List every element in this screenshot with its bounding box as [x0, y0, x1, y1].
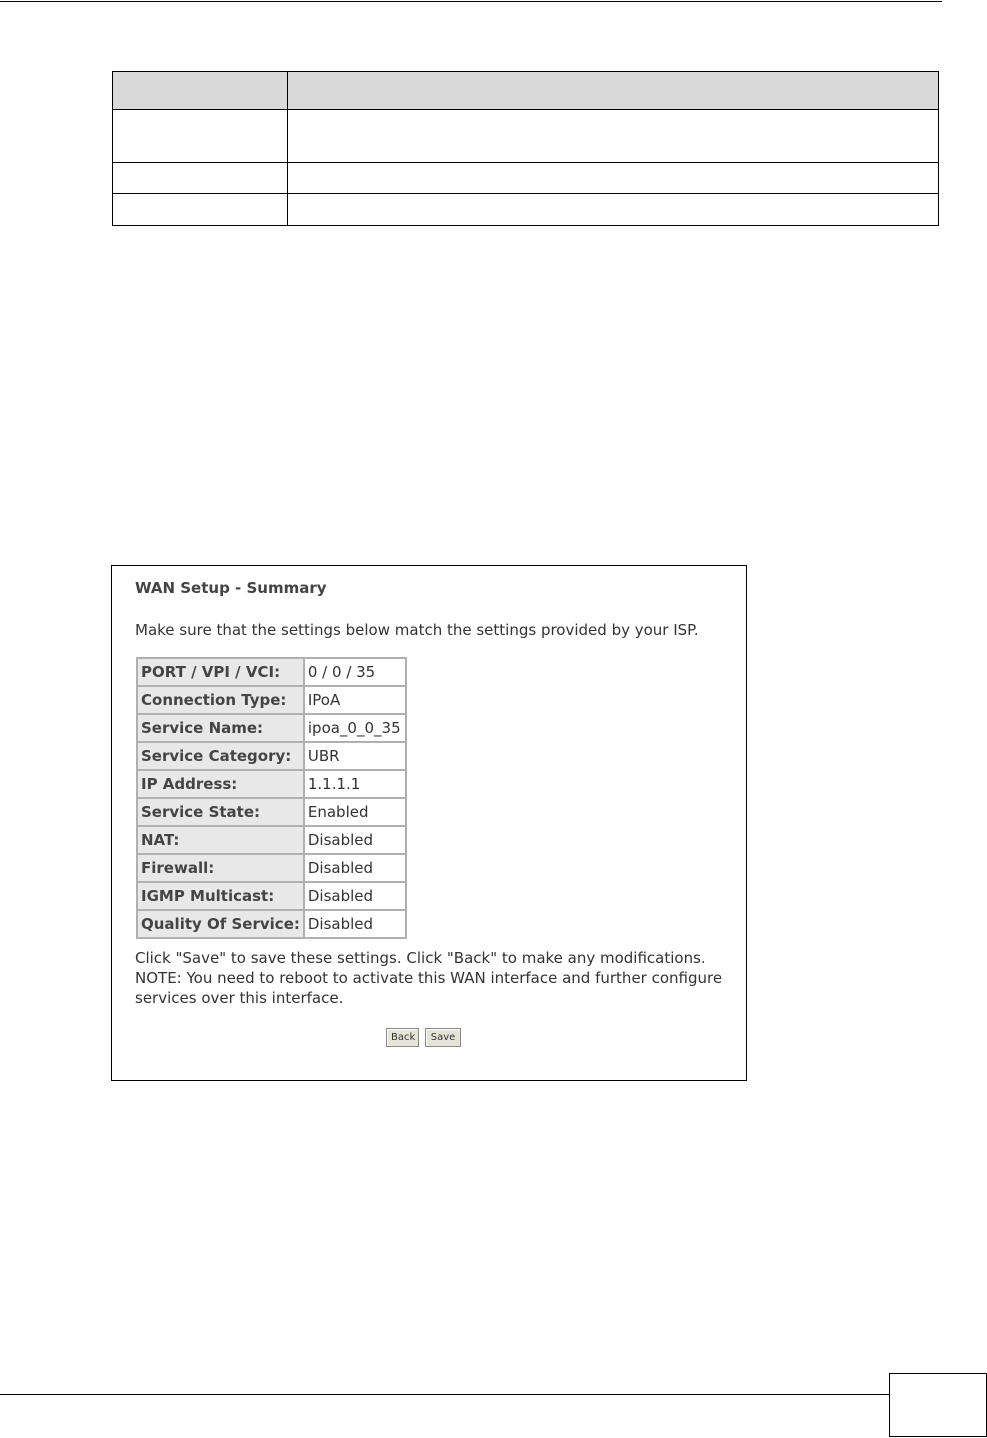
- table-row: [137, 854, 406, 882]
- summary-table: [136, 657, 407, 939]
- table-row: [113, 194, 939, 226]
- connection-type-value: IPoA: [304, 686, 406, 714]
- table-row: [137, 686, 406, 714]
- table-row: [137, 742, 406, 770]
- table-row: [137, 770, 406, 798]
- reference-table-header-cell-1: [113, 72, 288, 110]
- reboot-note: NOTE: You need to reboot to activate this WAN interface and further configure services over this interface.: [135, 969, 723, 1007]
- footer-rule: [0, 1394, 890, 1395]
- nat-value: Disabled: [304, 826, 406, 854]
- table-row: [137, 826, 406, 854]
- service-state-value: Enabled: [304, 798, 406, 826]
- header-rule: [0, 1, 942, 2]
- back-button[interactable]: Back: [386, 1028, 419, 1047]
- table-row: [137, 882, 406, 910]
- service-name-label: Service Name:: [137, 714, 304, 742]
- wan-setup-summary-panel: [111, 565, 747, 1081]
- quality-of-service-value: Disabled: [304, 910, 406, 938]
- port-vpi-vci-label: PORT / VPI / VCI:: [137, 658, 304, 686]
- reference-table-header: [113, 72, 939, 110]
- table-row: [137, 714, 406, 742]
- firewall-label: Firewall:: [137, 854, 304, 882]
- reference-table-header-cell-2: [288, 72, 939, 110]
- page-number-box: [889, 1373, 987, 1437]
- table-row: [113, 163, 939, 194]
- intro-text: Make sure that the settings below match the settings provided by your ISP.: [135, 621, 699, 639]
- nat-label: NAT:: [137, 826, 304, 854]
- firewall-value: Disabled: [304, 854, 406, 882]
- connection-type-label: Connection Type:: [137, 686, 304, 714]
- table-row: [137, 658, 406, 686]
- table-row: [137, 798, 406, 826]
- ip-address-label: IP Address:: [137, 770, 304, 798]
- service-category-label: Service Category:: [137, 742, 304, 770]
- igmp-multicast-label: IGMP Multicast:: [137, 882, 304, 910]
- table-row: [137, 910, 406, 938]
- ip-address-value: 1.1.1.1: [304, 770, 406, 798]
- save-instructions-line: Click "Save" to save these settings. Click "Back" to make any modifications.: [135, 949, 706, 967]
- page-title: WAN Setup - Summary: [135, 579, 327, 597]
- service-name-value: ipoa_0_0_35: [304, 714, 406, 742]
- table-row: [113, 110, 939, 163]
- service-state-label: Service State:: [137, 798, 304, 826]
- quality-of-service-label: Quality Of Service:: [137, 910, 304, 938]
- port-vpi-vci-value: 0 / 0 / 35: [304, 658, 406, 686]
- save-instructions: [135, 948, 735, 1008]
- save-button[interactable]: Save: [425, 1028, 461, 1047]
- reference-table: [112, 71, 939, 226]
- igmp-multicast-value: Disabled: [304, 882, 406, 910]
- service-category-value: UBR: [304, 742, 406, 770]
